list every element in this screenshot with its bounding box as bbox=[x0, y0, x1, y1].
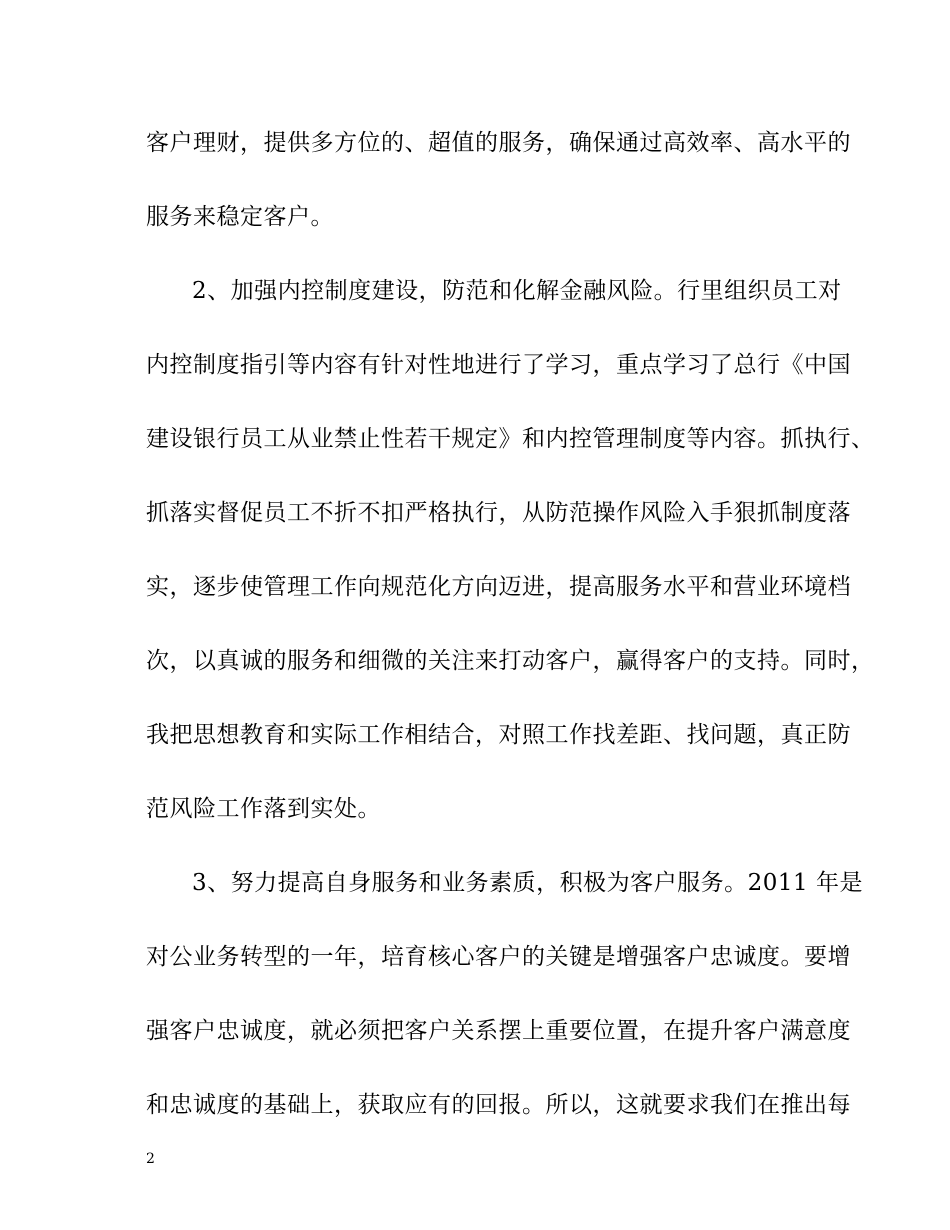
text-line-2: 服务来稳定客户。 bbox=[146, 204, 334, 230]
text-line-6: 抓落实督促员工不折不扣严格执行，从防范操作风险入手狠抓制度落 bbox=[146, 500, 851, 526]
page-number: 2 bbox=[146, 1151, 155, 1167]
text-line-7: 实，逐步使管理工作向规范化方向迈进，提高服务水平和营业环境档 bbox=[146, 574, 851, 600]
text-line-14: 和忠诚度的基础上，获取应有的回报。所以，这就要求我们在推出每 bbox=[146, 1092, 851, 1118]
text-line-10: 范风险工作落到实处。 bbox=[146, 796, 381, 822]
text-line-4: 内控制度指引等内容有针对性地进行了学习，重点学习了总行《中国 bbox=[146, 352, 851, 378]
text-line-13: 强客户忠诚度，就必须把客户关系摆上重要位置，在提升客户满意度 bbox=[146, 1018, 851, 1044]
text-line-11: 3、努力提高自身服务和业务素质，积极为客户服务。2011 年是 bbox=[192, 870, 863, 896]
text-line-8: 次，以真诚的服务和细微的关注来打动客户，赢得客户的支持。同时， bbox=[146, 648, 875, 674]
text-line-3: 2、加强内控制度建设，防范和化解金融风险。行里组织员工对 bbox=[192, 278, 842, 304]
text-line-5: 建设银行员工从业禁止性若干规定》和内控管理制度等内容。抓执行、 bbox=[146, 426, 875, 452]
text-line-9: 我把思想教育和实际工作相结合，对照工作找差距、找问题，真正防 bbox=[146, 722, 851, 748]
text-line-1: 客户理财，提供多方位的、超值的服务，确保通过高效率、高水平的 bbox=[146, 130, 851, 156]
text-line-12: 对公业务转型的一年，培育核心客户的关键是增强客户忠诚度。要增 bbox=[146, 944, 851, 970]
